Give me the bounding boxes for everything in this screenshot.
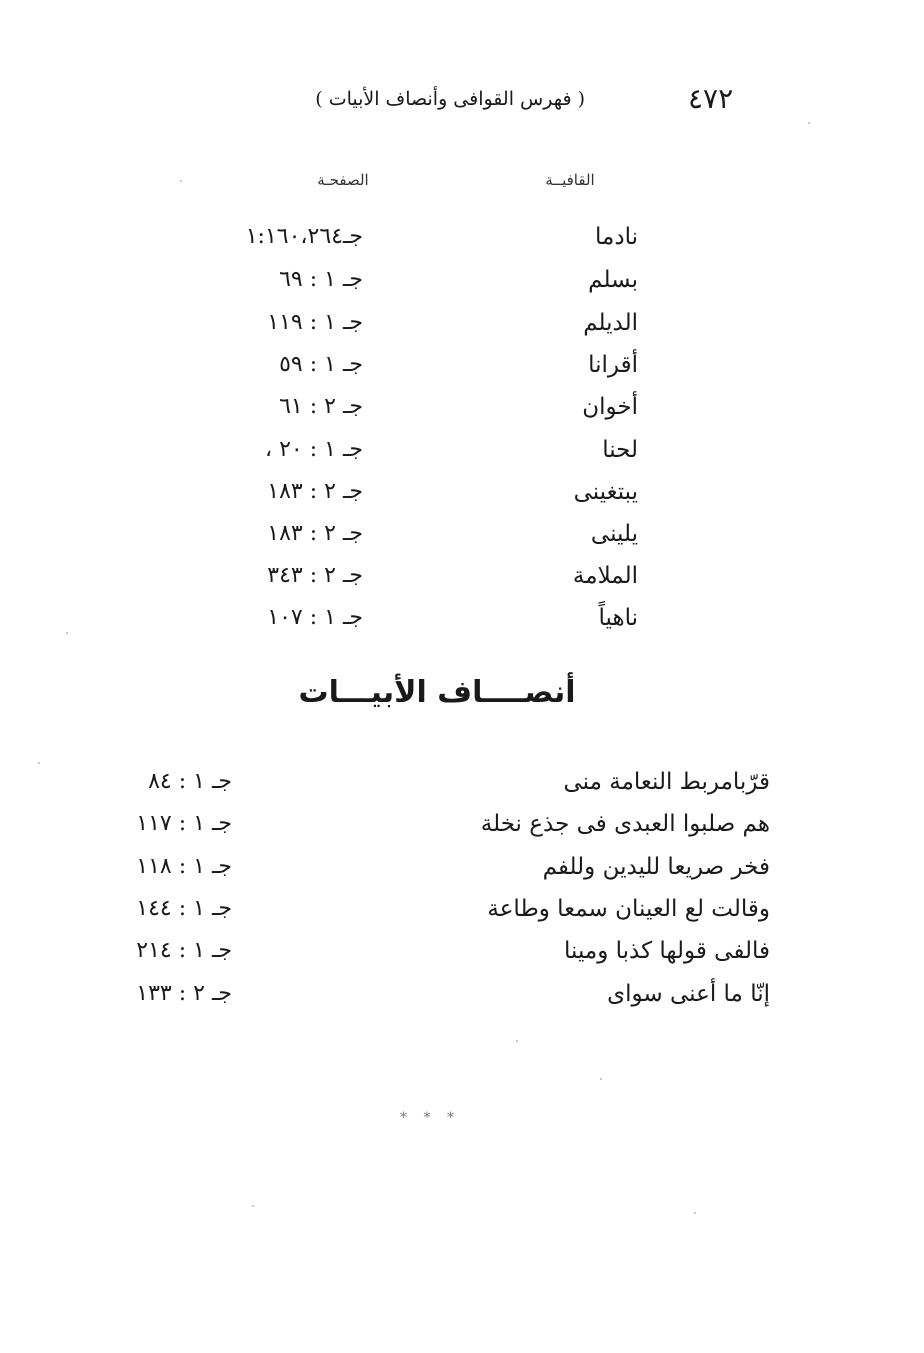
- hemistich-text: قرّبامربط النعامة منى: [563, 769, 770, 795]
- rhyme-word: أقرانا: [588, 352, 638, 378]
- scan-speck: [252, 1205, 254, 1207]
- rhyme-page-ref: جـ ١ : ٦٩: [279, 267, 363, 292]
- rhyme-column-header: القافيــة: [545, 171, 595, 189]
- rhyme-page-ref: جـ ١ : ١١٩: [267, 310, 363, 335]
- rhyme-page-ref: جـ ١ : ٢٠ ،: [264, 437, 363, 462]
- rhyme-page-ref: جـ ٢ : ١٨٣: [267, 521, 363, 546]
- rhyme-page-ref: جـ ١ : ٥٩: [279, 352, 363, 377]
- rhyme-page-ref: جـ ٢ : ٦١: [279, 394, 363, 419]
- rhyme-word: الملامة: [572, 563, 638, 589]
- rhyme-word: لحنا: [602, 437, 638, 463]
- scan-speck: [808, 122, 810, 124]
- hemistich-page-ref: جـ ١ : ١١٧: [136, 811, 232, 836]
- hemistich-text: فالفى قولها كذبا ومينا: [564, 938, 770, 964]
- rhyme-page-ref: جـ ٢ : ٣٤٣: [267, 563, 363, 588]
- rhyme-word: بسلم: [588, 267, 638, 293]
- rhyme-page-ref: جـ١:١٦٠،٢٦٤: [245, 224, 363, 249]
- scan-speck: [694, 1212, 696, 1214]
- hemistich-page-ref: جـ ٢ : ١٣٣: [136, 981, 232, 1006]
- hemistich-page-ref: جـ ١ : ١٤٤: [136, 896, 232, 921]
- scan-speck: [66, 632, 68, 634]
- hemistich-text: فخر صريعا لليدين وللفم: [542, 854, 770, 880]
- rhyme-word: أخوان: [582, 394, 638, 420]
- rhyme-word: يبتغينى: [573, 479, 638, 505]
- scan-speck: [38, 762, 40, 764]
- rhyme-page-ref: جـ ٢ : ١٨٣: [267, 479, 363, 504]
- scan-speck: [600, 1078, 602, 1080]
- hemistich-text: إنّا ما أعنى سواى: [607, 981, 770, 1007]
- hemistich-text: هم صلبوا العبدى فى جذع نخلة: [480, 811, 770, 837]
- scan-speck: [180, 180, 182, 182]
- rhyme-word: الديلم: [583, 310, 638, 336]
- rhyme-word: نادما: [595, 224, 638, 250]
- rhyme-page-ref: جـ ١ : ١٠٧: [267, 605, 363, 630]
- rhyme-word: يلينى: [590, 521, 638, 547]
- hemistich-page-ref: جـ ١ : ١١٨: [136, 854, 232, 879]
- running-title: ( فهرس القوافى وأنصاف الأبيات ): [315, 88, 585, 110]
- page-number: ٤٧٢: [688, 82, 734, 115]
- hemistich-page-ref: جـ ١ : ٨٤: [148, 769, 232, 794]
- rhyme-word: ناهياً: [598, 605, 638, 631]
- section-title: أنصــــاف الأبيـــات: [298, 675, 576, 710]
- hemistich-text: وقالت لع العينان سمعا وطاعة: [487, 896, 770, 922]
- hemistich-page-ref: جـ ١ : ٢١٤: [136, 938, 232, 963]
- page-column-header: الصفحـة: [317, 171, 369, 189]
- scan-speck: [516, 1040, 518, 1042]
- end-ornament: * * *: [400, 1110, 460, 1126]
